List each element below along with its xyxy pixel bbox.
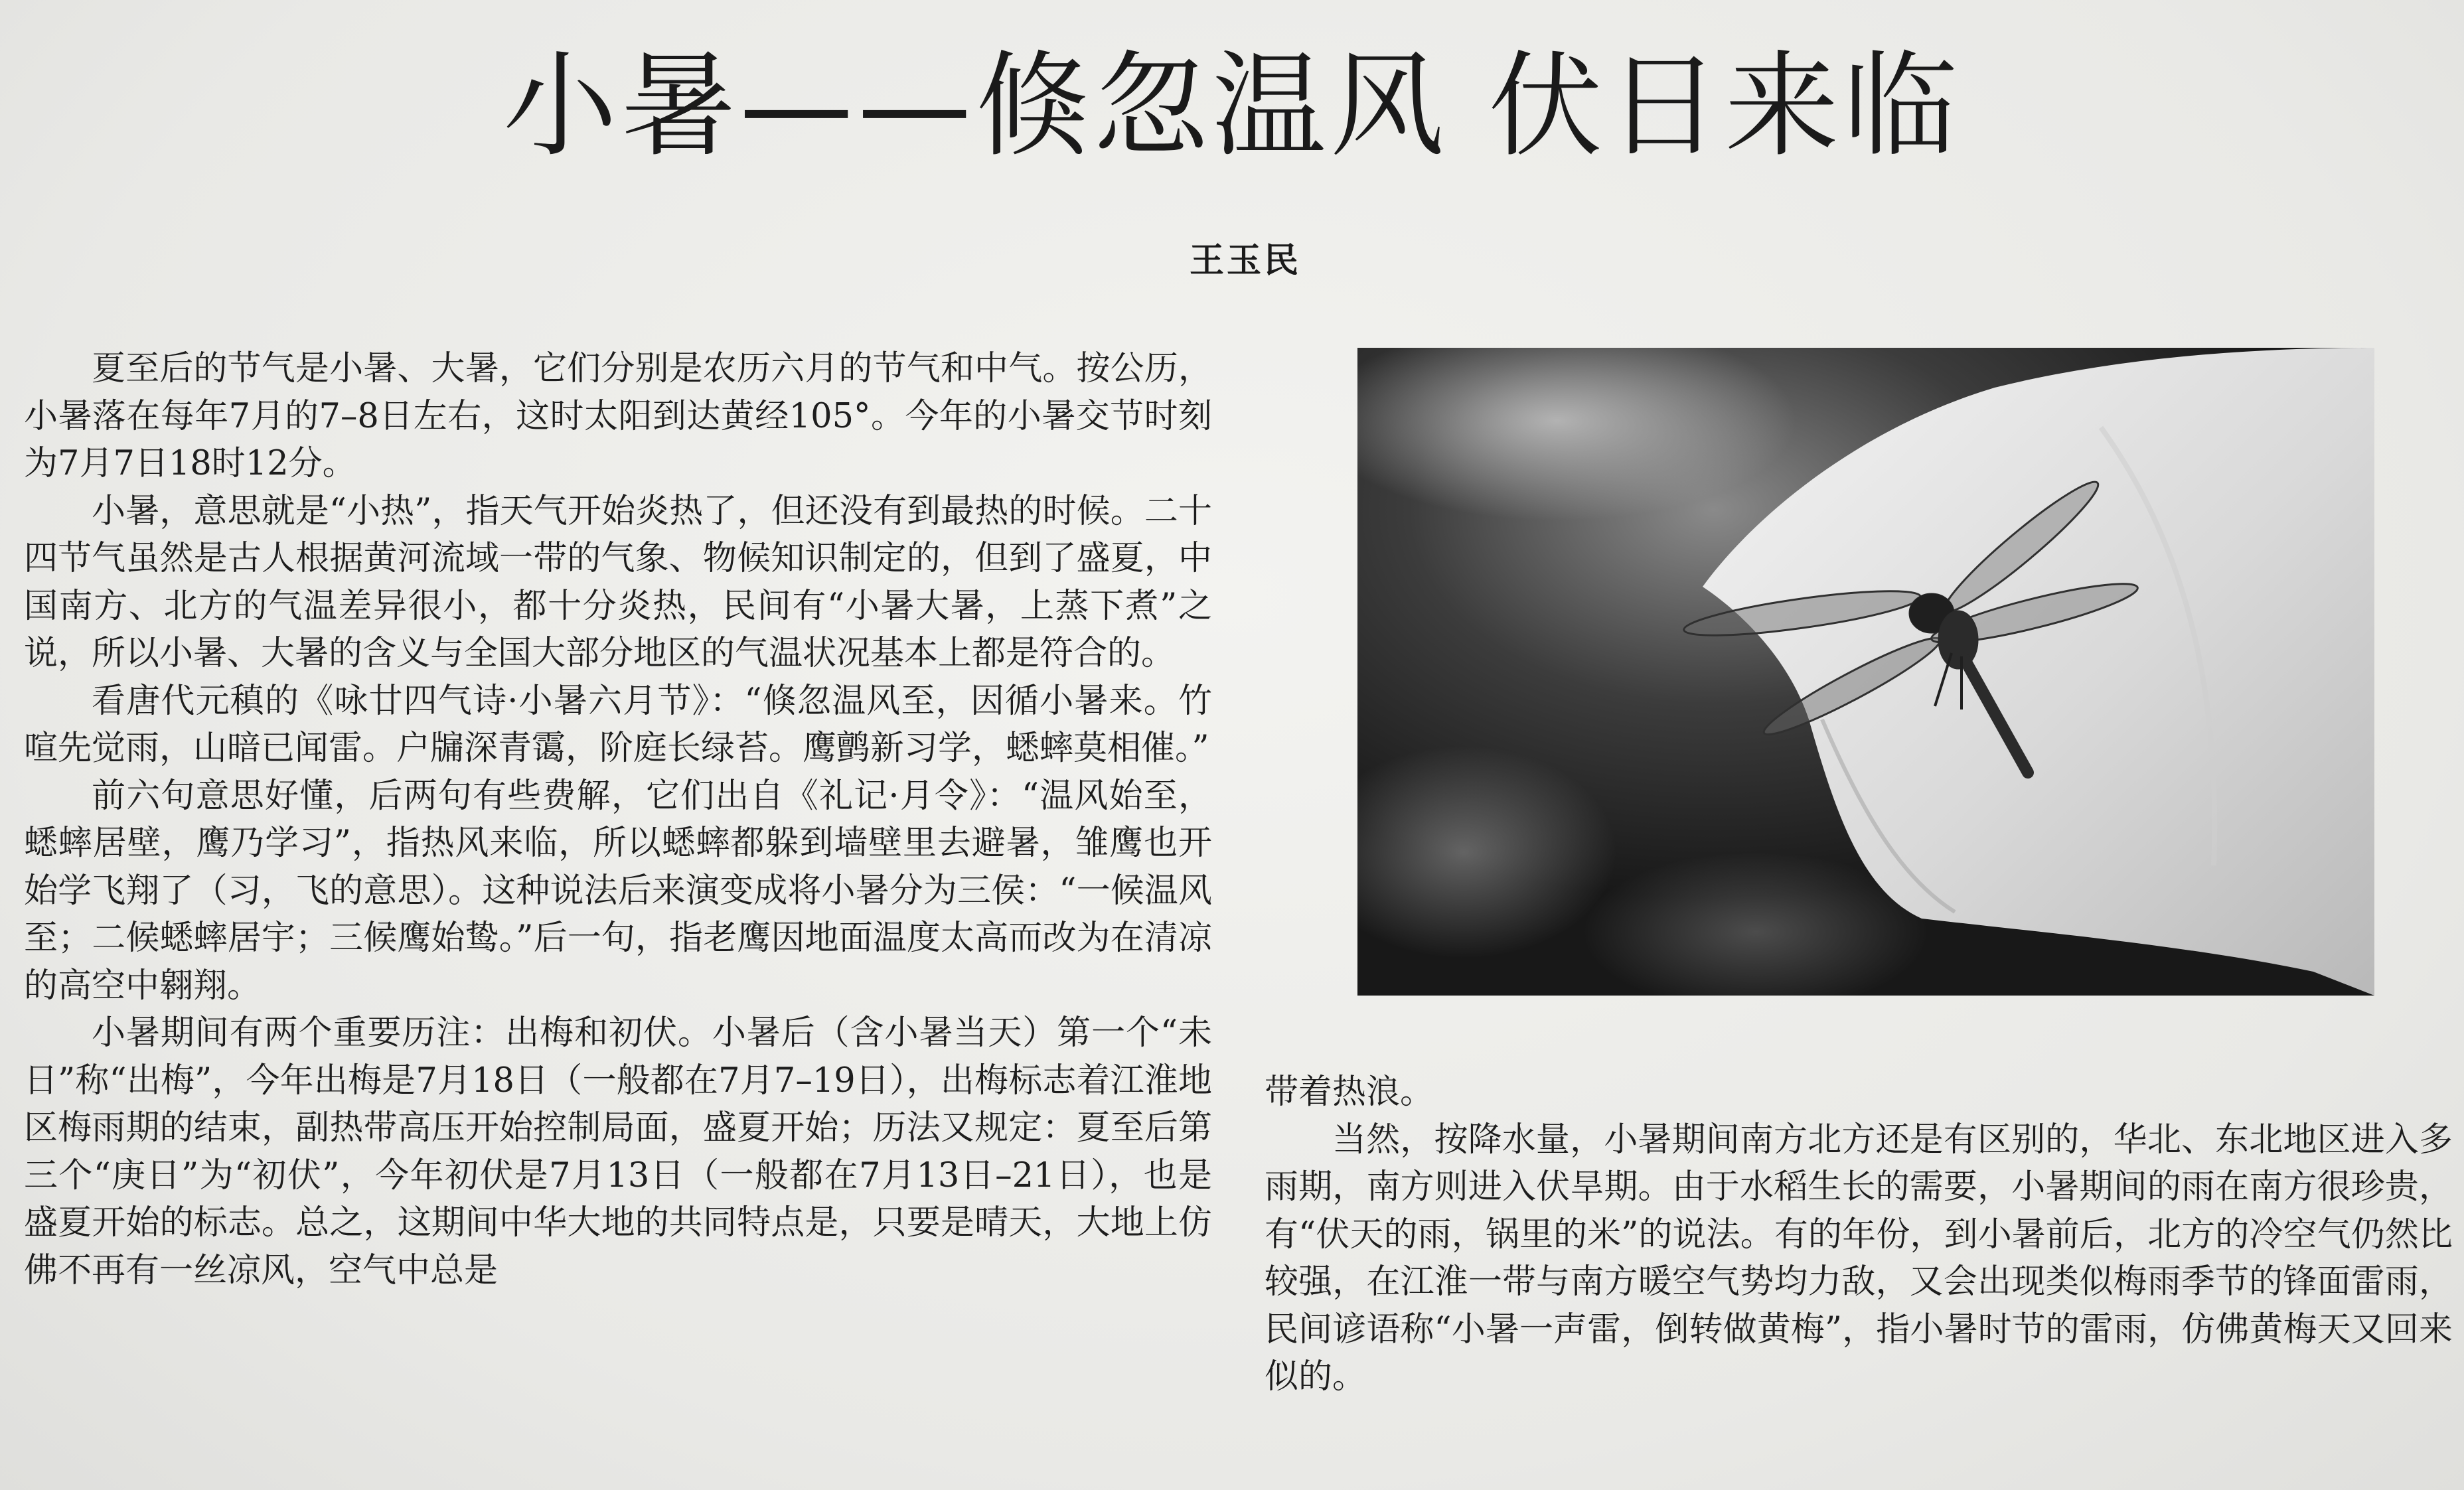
paragraph-1: 夏至后的节气是小暑、大暑，它们分别是农历六月的节气和中气。按公历，小暑落在每年7月的7–8日左右，这时太阳到达黄经105°。今年的小暑交节时刻为7月7日18时12分。 [24, 349, 1212, 483]
article-title: 小暑——倏忽温风 伏日来临 [502, 39, 1962, 173]
dragonfly-photo [1357, 348, 2374, 996]
paragraph-5: 小暑期间有两个重要历注：出梅和初伏。小暑后（含小暑当天）第一个“未日”称“出梅”，今年出梅是7月18日（一般都在7月7–19日），出梅标志着江淮地区梅雨期的结束，副热带高压开始控制局面，盛夏开始；历法又规定：夏至后第三个“庚日”为“初伏”，今年初伏是7月13日（一般都在7月13日–21日），也是盛夏开始的标志。总之，这期间中华大地的共同特点是，只要是晴天，大地上仿佛不再有一丝凉风，空气中总是 [24, 1013, 1212, 1290]
left-column [24, 345, 1212, 1294]
paragraph-2: 小暑，意思就是“小热”，指天气开始炎热了，但还没有到最热的时候。二十四节气虽然是古人根据黄河流域一带的气象、物候知识制定的，但到了盛夏，中国南方、北方的气温差异很小，都十分炎热，民间有“小暑大暑，上蒸下煮”之说，所以小暑、大暑的含义与全国大部分地区的气温状况基本上都是符合的。 [24, 491, 1212, 673]
article-author: 王玉民 [1189, 241, 1301, 281]
dragonfly-on-lotus-petal-photo-icon [1357, 348, 2374, 996]
paragraph-6: 当然，按降水量，小暑期间南方北方还是有区别的，华北、东北地区进入多雨期，南方则进入伏旱期。由于水稻生长的需要，小暑期间的雨在南方很珍贵，有“伏天的雨，锅里的米”的说法。有的年份，到小暑前后，北方的冷空气仍然比较强，在江淮一带与南方暖空气势均力敌，又会出现类似梅雨季节的锋面雷雨，民间谚语称“小暑一声雷，倒转做黄梅”，指小暑时节的雷雨，仿佛黄梅天又回来似的。 [1265, 1120, 2453, 1396]
paragraph-3: 看唐代元稹的《咏廿四气诗·小暑六月节》：“倏忽温风至，因循小暑来。竹喧先觉雨，山暗已闻雷。户牖深青霭，阶庭长绿苔。鹰鹯新习学，蟋蟀莫相催。” [24, 681, 1212, 768]
paragraph-5-continuation: 带着热浪。 [1265, 1073, 1434, 1112]
right-column [1265, 1069, 2453, 1401]
paragraph-4: 前六句意思好懂，后两句有些费解，它们出自《礼记·月令》：“温风始至，蟋蟀居壁，鹰乃学习”，指热风来临，所以蟋蟀都躲到墙壁里去避暑，雏鹰也开始学飞翔了（习，飞的意思）。这种说法后来演变成将小暑分为三侯：“一候温风至；二候蟋蟀居宇；三候鹰始鸷。”后一句，指老鹰因地面温度太高而改为在清凉的高空中翱翔。 [24, 776, 1212, 1006]
